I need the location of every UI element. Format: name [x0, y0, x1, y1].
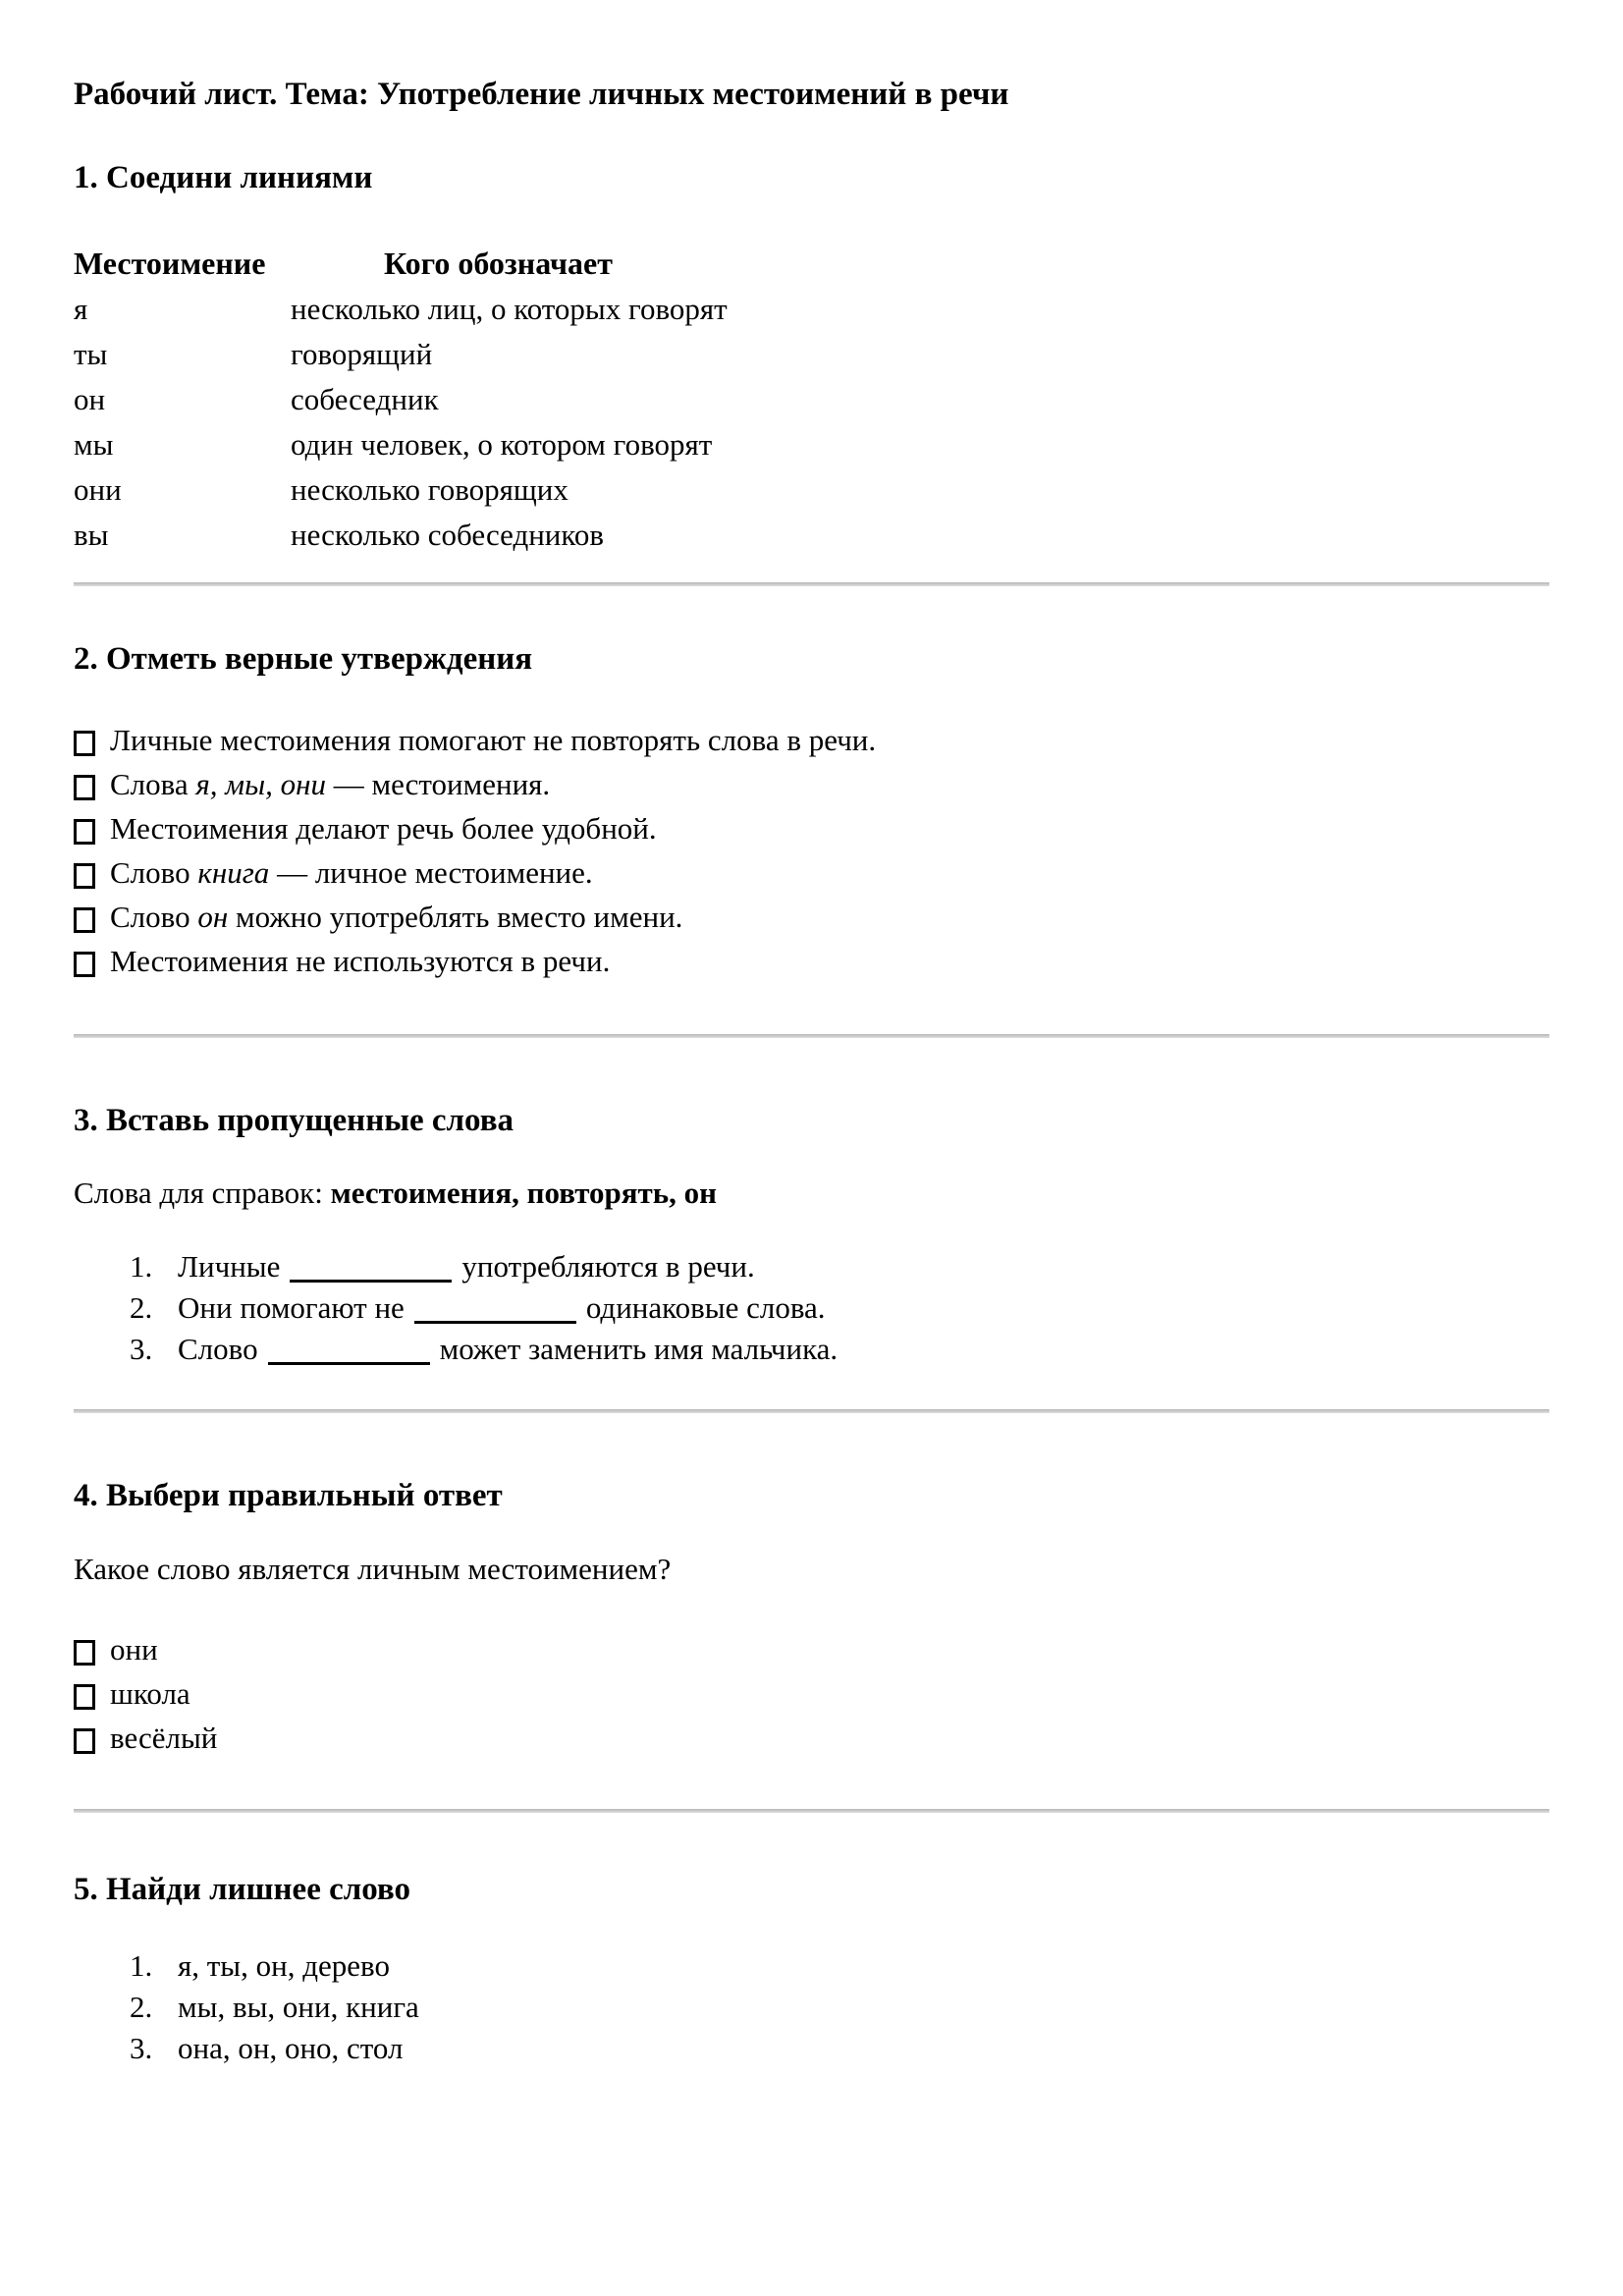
section-divider: [74, 1409, 1549, 1413]
statement-row: [74, 724, 1549, 757]
fill-in-list: [130, 1250, 1549, 1366]
section1-heading: 1. Соедини линиями: [74, 160, 373, 195]
odd-word-item-number: 3.: [130, 2031, 153, 2065]
pronoun-match-table: [74, 246, 1549, 552]
checkbox[interactable]: [74, 907, 95, 933]
section2-heading: 2. Отметь верные утверждения: [74, 641, 533, 677]
meaning-cell: несколько собеседников: [291, 518, 605, 552]
statement-pre: Местоимения не используются в речи.: [110, 944, 611, 978]
meaning-cell: говорящий: [291, 337, 433, 371]
meaning-cell: один человек, о котором говорят: [291, 427, 713, 462]
statement-post: можно употреблять вместо имени.: [228, 900, 683, 934]
statement-row: [74, 812, 1549, 846]
statement-text: [110, 811, 657, 846]
option-row: [74, 1677, 1549, 1711]
option-label: весёлый: [110, 1721, 218, 1755]
word-bank-words: местоимения, повторять, он: [330, 1175, 718, 1210]
option-row: [74, 1633, 1549, 1667]
section-divider: [74, 1809, 1549, 1813]
odd-word-item: [130, 1949, 1549, 1983]
fill-item-post: употребляются в речи.: [461, 1249, 755, 1284]
option-row: [74, 1722, 1549, 1755]
statement-text: [110, 855, 593, 890]
section-divider: [74, 1034, 1549, 1038]
statement-row: [74, 901, 1549, 934]
statement-text: [110, 767, 550, 801]
table-header-pronoun: Местоимение: [74, 246, 266, 281]
fill-blank: [290, 1253, 452, 1283]
statement-text: [110, 944, 610, 978]
question-text: Какое слово является личным местоимением?: [74, 1552, 672, 1586]
table-header-meaning: Кого обозначает: [384, 246, 613, 281]
fill-item-post: может заменить имя мальчика.: [439, 1332, 839, 1366]
checkbox[interactable]: [74, 819, 95, 845]
statement-text: [110, 723, 876, 757]
word-bank-label: Слова для справок:: [74, 1175, 331, 1210]
odd-word-item-text: она, он, оно, стол: [178, 2031, 404, 2065]
statement-em: книга: [197, 855, 270, 890]
statement-post: — личное местоимение.: [269, 855, 593, 890]
section5-heading: 5. Найди лишнее слово: [74, 1872, 411, 1907]
pronoun-cell: ты: [74, 337, 108, 371]
statement-pre: Местоимения делают речь более удобной.: [110, 811, 657, 846]
odd-word-item-text: мы, вы, они, книга: [178, 1990, 419, 2024]
odd-word-item-number: 1.: [130, 1948, 153, 1983]
fill-blank: [414, 1294, 576, 1324]
meaning-cell: собеседник: [291, 382, 439, 416]
statement-pre: Слово: [110, 855, 198, 890]
word-bank: [74, 1176, 1549, 1210]
option-label: школа: [110, 1676, 190, 1711]
fill-item: [130, 1250, 1549, 1284]
statement-em: я, мы, они: [195, 767, 326, 801]
checkbox[interactable]: [74, 1640, 95, 1666]
page-title: Рабочий лист. Тема: Употребление личных местоимений в речи: [74, 77, 1009, 112]
checkbox[interactable]: [74, 775, 95, 800]
statement-pre: Личные местоимения помогают не повторять слова в речи.: [110, 723, 877, 757]
statement-pre: Слова: [110, 767, 196, 801]
odd-word-list: [130, 1949, 1549, 2065]
checkbox[interactable]: [74, 1684, 95, 1710]
section4-heading: 4. Выбери правильный ответ: [74, 1478, 503, 1513]
odd-word-item-text: я, ты, он, дерево: [178, 1948, 390, 1983]
pronoun-cell: вы: [74, 518, 109, 552]
fill-item-post: одинаковые слова.: [585, 1290, 826, 1325]
fill-item-pre: Они помогают не: [178, 1290, 405, 1325]
fill-item-number: 3.: [130, 1332, 153, 1366]
statement-row: [74, 856, 1549, 890]
section-divider: [74, 582, 1549, 586]
fill-item-number: 2.: [130, 1290, 153, 1325]
option-label: они: [110, 1632, 158, 1667]
fill-blank: [268, 1336, 430, 1365]
odd-word-item: [130, 1991, 1549, 2024]
checkbox[interactable]: [74, 952, 95, 977]
statement-text: [110, 900, 682, 934]
meaning-cell: несколько говорящих: [291, 472, 568, 507]
fill-item-pre: Личные: [178, 1249, 281, 1284]
odd-word-item: [130, 2032, 1549, 2065]
section3-heading: 3. Вставь пропущенные слова: [74, 1103, 514, 1138]
pronoun-cell: мы: [74, 427, 114, 462]
pronoun-cell: они: [74, 472, 122, 507]
statement-em: он: [197, 900, 229, 934]
checkbox[interactable]: [74, 1728, 95, 1754]
options-list: [74, 1633, 1549, 1755]
fill-item: [130, 1333, 1549, 1366]
meaning-cell: несколько лиц, о которых говорят: [291, 292, 728, 326]
pronoun-cell: он: [74, 382, 106, 416]
statement-row: [74, 768, 1549, 801]
statement-row: [74, 945, 1549, 978]
fill-item-pre: Слово: [178, 1332, 258, 1366]
statement-post: — местоимения.: [325, 767, 551, 801]
fill-item: [130, 1291, 1549, 1325]
odd-word-item-number: 2.: [130, 1990, 153, 2024]
statement-pre: Слово: [110, 900, 198, 934]
fill-item-number: 1.: [130, 1249, 153, 1284]
pronoun-cell: я: [74, 292, 88, 326]
checkbox[interactable]: [74, 731, 95, 756]
statements-list: [74, 724, 1549, 978]
checkbox[interactable]: [74, 863, 95, 889]
